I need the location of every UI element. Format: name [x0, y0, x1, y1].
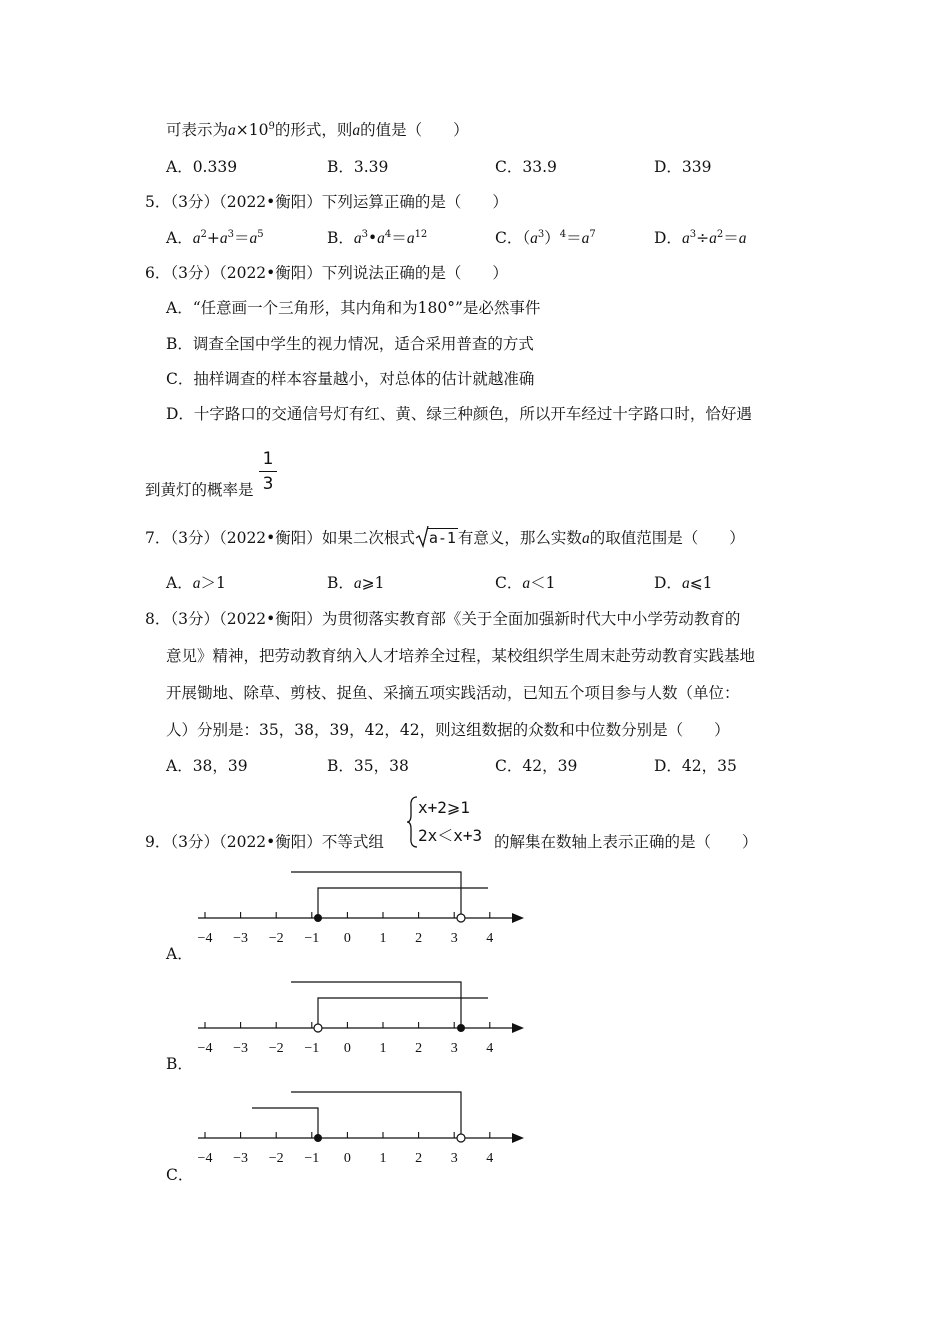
tick-label: 4 [486, 1151, 494, 1166]
tick-label: −2 [268, 1041, 284, 1056]
tick-label: 1 [379, 931, 387, 946]
inequality-system [418, 794, 482, 850]
bracket-less-than-3 [291, 872, 461, 918]
hollow-dot-3 [457, 1134, 465, 1142]
tick-label: 2 [415, 1041, 423, 1056]
q8-stem-line-4: 人）分别是：35，38，39，42，42，则这组数据的众数和中位数分别是（ ） [166, 721, 730, 739]
q7-option-d[interactable]: D．a⩽1 [654, 574, 713, 592]
q6-option-d[interactable]: D．十字路口的交通信号灯有红、黄、绿三种颜色，所以开车经过十字路口时，恰好遇 [166, 405, 752, 423]
tick-label: −4 [197, 1151, 213, 1166]
radical-sign-icon [415, 525, 429, 549]
q6-option-d-continuation: 到黄灯的概率是 [145, 481, 254, 499]
axis-arrow-icon [512, 1023, 524, 1033]
solid-dot-neg1 [314, 914, 322, 922]
q7-option-c[interactable]: C．a＜1 [495, 574, 556, 592]
tick-label: −3 [233, 1041, 249, 1056]
tick-label: −2 [268, 1151, 284, 1166]
q5-stem: 5．（3分）（2022•衡阳）下列运算正确的是（ ） [145, 193, 508, 211]
tick-label: −4 [197, 1041, 213, 1056]
q6-option-a[interactable]: A．“任意画一个三角形，其内角和为180°”是必然事件 [166, 299, 541, 317]
q6-option-b[interactable]: B．调查全国中学生的视力情况，适合采用普查的方式 [166, 335, 534, 353]
hollow-dot-neg1 [314, 1024, 322, 1032]
q8-option-a[interactable]: A．38，39 [166, 757, 248, 775]
q4-option-d[interactable]: D．339 [654, 158, 712, 176]
q8-stem-line-2: 意见》精神，把劳动教育纳入人才培养全过程，某校组织学生周末赴劳动教育实践基地 [166, 647, 756, 665]
tick-label: −1 [304, 1151, 320, 1166]
tick-label: 0 [343, 1151, 351, 1166]
q8-stem-line-1: 8．（3分）（2022•衡阳）为贯彻落实教育部《关于全面加强新时代大中小学劳动教育的 [145, 610, 741, 628]
axis-arrow-icon [512, 913, 524, 923]
tick-label: 3 [450, 931, 458, 946]
q4-option-c[interactable]: C．33.9 [495, 158, 557, 176]
tick-label: 4 [486, 1041, 494, 1056]
bracket-at-most-3 [291, 982, 461, 1028]
q8-option-c[interactable]: C．42，39 [495, 757, 578, 775]
q5-option-a[interactable]: A．$a^2+a^3=a^5$ [166, 229, 264, 247]
tick-label: 2 [415, 931, 423, 946]
bracket-less-than-3 [291, 1092, 461, 1138]
q4-option-a[interactable]: A．0.339 [166, 158, 238, 176]
q6-option-c[interactable]: C．抽样调查的样本容量越小，对总体的估计就越准确 [166, 370, 535, 388]
q6-stem: 6．（3分）（2022•衡阳）下列说法正确的是（ ） [145, 264, 508, 282]
q5-option-b[interactable]: B．$a^3•a^4=a^{12}$ [327, 229, 428, 247]
q5-option-d[interactable]: D．$a^3\div a^2=a$ [654, 229, 747, 247]
solid-dot-neg1 [314, 1134, 322, 1142]
q5-option-c[interactable]: C．$(a^3)^4=a^7$ [495, 229, 596, 247]
q9-option-c-label[interactable]: C． [166, 1166, 194, 1184]
q9-stem-pre: 9．（3分）（2022•衡阳）不等式组 [145, 833, 384, 851]
tick-label: −3 [233, 1151, 249, 1166]
tick-label: −3 [233, 931, 249, 946]
q4-stem: 可表示为$a\times 10^9$的形式，则a的值是（ ） [166, 121, 469, 139]
tick-label: −1 [304, 931, 320, 946]
tick-label: 1 [379, 1151, 387, 1166]
q9-option-a-label[interactable]: A． [166, 945, 193, 963]
q8-stem-line-3: 开展锄地、除草、剪枝、捉鱼、采摘五项实践活动，已知五个项目参与人数（单位： [166, 684, 740, 702]
q8-option-d[interactable]: D．42，35 [654, 757, 737, 775]
tick-label: 0 [343, 931, 351, 946]
bracket-at-least-neg1 [318, 888, 488, 918]
tick-label: 3 [450, 1041, 458, 1056]
q7-option-a[interactable]: A．a＞1 [166, 574, 226, 592]
q4-option-b[interactable]: B．3.39 [327, 158, 389, 176]
q7-stem: 7．（3分）（2022•衡阳）如果二次根式 a-1 有意义，那么实数a的取值范围是（ ） [145, 526, 745, 548]
number-line-option-b[interactable] [190, 970, 535, 1060]
q7-option-b[interactable]: B．a⩾1 [327, 574, 385, 592]
inequality-2: 2x＜x+3 [418, 826, 483, 845]
axis-arrow-icon [512, 1133, 524, 1143]
q9-stem-post: 的解集在数轴上表示正确的是（ ） [494, 833, 758, 851]
tick-label: −2 [268, 931, 284, 946]
tick-label: 3 [450, 1151, 458, 1166]
tick-label: 1 [379, 1041, 387, 1056]
number-line-option-a[interactable] [190, 860, 535, 950]
hollow-dot-3 [457, 914, 465, 922]
bracket-at-most-neg1 [252, 1108, 318, 1138]
tick-label: −4 [197, 931, 213, 946]
system-brace-icon [405, 795, 419, 849]
number-line-option-c[interactable] [190, 1080, 535, 1170]
bracket-greater-than-neg1 [318, 998, 488, 1028]
tick-label: 0 [343, 1041, 351, 1056]
q8-option-b[interactable]: B．35，38 [327, 757, 409, 775]
one-third-fraction: 1 3 [259, 449, 277, 494]
inequality-1: x+2⩾1 [418, 798, 470, 817]
solid-dot-3 [457, 1024, 465, 1032]
tick-label: 4 [486, 931, 494, 946]
tick-label: −1 [304, 1041, 320, 1056]
square-root-expression: a-1 [415, 529, 458, 547]
tick-label: 2 [415, 1151, 423, 1166]
q9-option-b-label[interactable]: B． [166, 1055, 193, 1073]
